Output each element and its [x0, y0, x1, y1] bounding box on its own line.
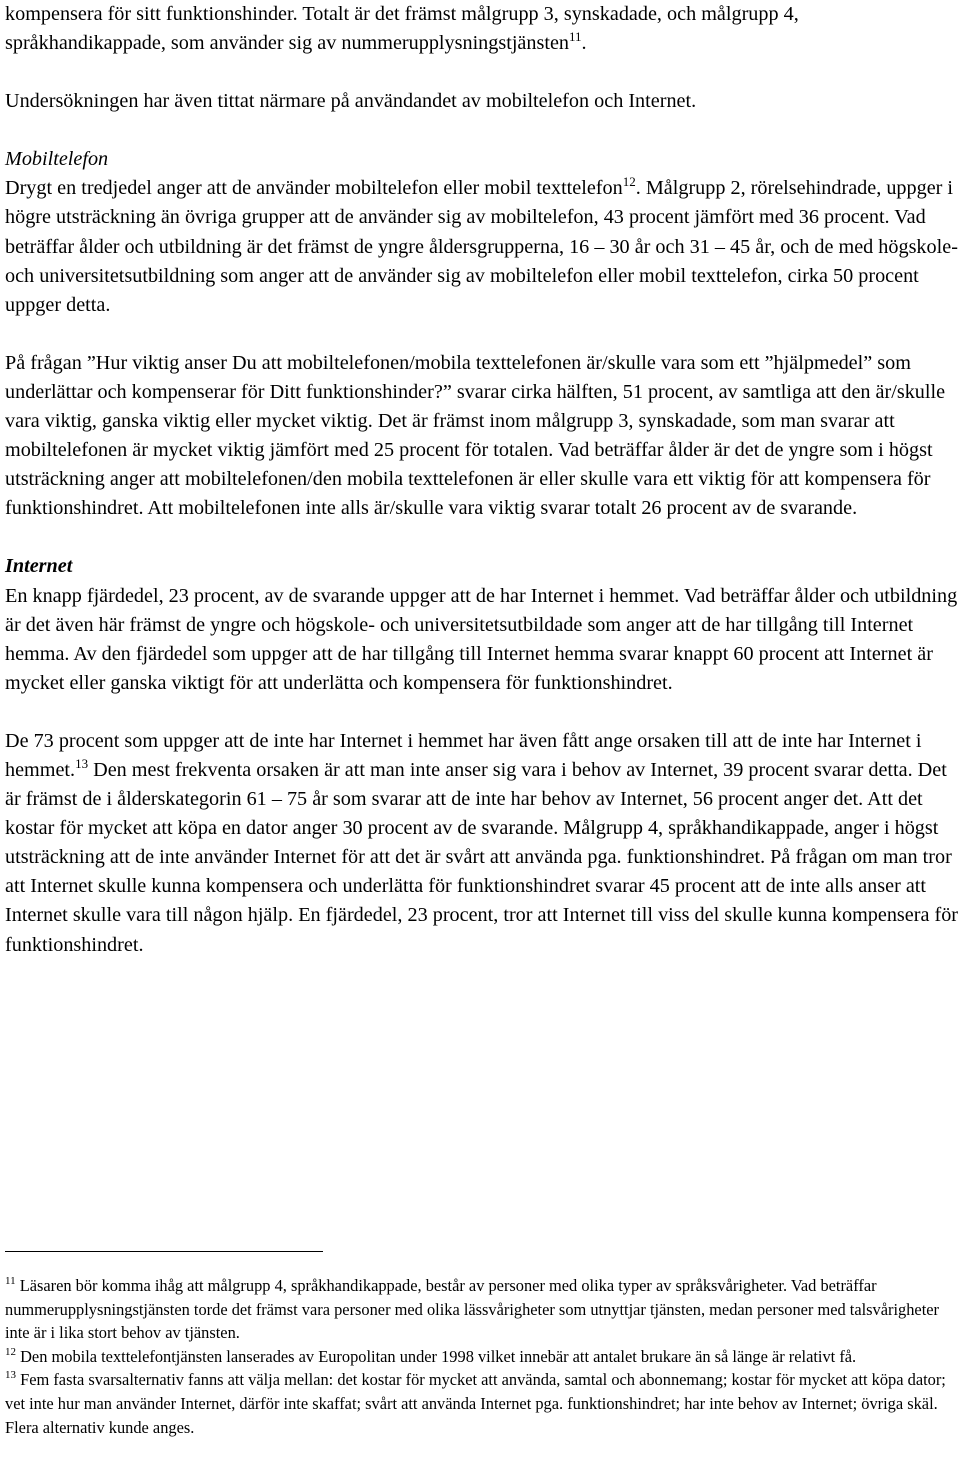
footnote-text: Läsaren bör komma ihåg att målgrupp 4, språkhandikappade, består av personer med olika typer av språksvårigheter. Vad beträffar nummerupplysningstjänsten torde det främst vara personer med olika lässvårigheter som utnyttjar tjänsten, medan personer med talsvårigheter inte är i lika stort behov av tjänsten.: [5, 1276, 939, 1343]
footnote-number: 11: [5, 1275, 16, 1287]
paragraph-intro-text: kompensera för sitt funktionshinder. Totalt är det främst målgrupp 3, synskadade, och målgrupp 4, språkhandikappade, som använder sig av nummerupplysningstjänsten: [5, 3, 799, 55]
footnote-13: [5, 1368, 955, 1439]
paragraph-intro-end: .: [581, 32, 587, 55]
document-page: [5, 0, 960, 960]
paragraph-internet-2-b: Den mest frekventa orsaken är att man inte anser sig vara i behov av Internet, 39 procent svarar detta. Det är främst de i ålderskategorin 61 – 75 år som svarar att de inte har behov av Internet, 56 procent anger det. Att det kostar för mycket att köpa en dator anger 30 procent av de svarande. Målgrupp 4, språkhandikappade, anger i högst utsträckning att de inte använder Internet för att det är svårt att använda pga. funktionshindret. På frågan om man tror att Internet skulle kunna kompensera och underlätta för funktionshindret svarar 45 procent att de inte alls anser att Internet skulle vara till någon hjälp. En fjärdedel, 23 procent, tror att Internet till viss del skulle kunna kompensera för funktionshindret.: [5, 758, 959, 956]
paragraph-internet-2-a: De 73 procent som uppger att de inte har Internet i hemmet har även fått ange orsaken till att de inte har Internet i hemmet.: [5, 729, 922, 781]
footnote-separator: [5, 1251, 323, 1252]
paragraph-mobil-1: [5, 174, 960, 319]
paragraph-mobil-2: På frågan ”Hur viktig anser Du att mobiltelefonen/mobila texttelefonen är/skulle vara som ett ”hjälpmedel” som underlättar och kompenserar för Ditt funktionshinder?” svarar cirka hälften, 51 procent, av samtliga att den är/skulle vara viktig, ganska viktig eller mycket viktig. Det är främst inom målgrupp 3, synskadade, som man svarar att mobiltelefonen är mycket viktig jämfört med 25 procent för totalen. Vad beträffar ålder är det de yngre som i högst utsträckning anger att mobiltelefonen/den mobila texttelefonen är eller skulle vara ett viktig för att kompensera för funktionshindret. Att mobiltelefonen inte alls är/skulle vara viktig svarar totalt 26 procent av de svarande.: [5, 351, 946, 520]
footnote-number: 12: [5, 1345, 16, 1358]
paragraph-gap: [5, 698, 960, 727]
paragraph-internet-1: En knapp fjärdedel, 23 procent, av de svarande uppger att de har Internet i hemmet. Vad beträffar ålder och utbildning är det även här främst de yngre och högskole- och universitetsutbildade som anger att de har tillgång till Internet hemma. Av den fjärdedel som uppger att de har tillgång till Internet hemma svarar knappt 60 procent att Internet är mycket eller ganska viktigt för att underlätta och kompensera för funktionshindret.: [5, 584, 958, 694]
paragraph-intro: [5, 0, 960, 58]
paragraph-gap: [5, 523, 960, 552]
footnote-text: Den mobila texttelefontjänsten lanserades av Europolitan under 1998 vilket innebär att antalet brukare än så länge är relativt få.: [16, 1346, 857, 1366]
paragraph-gap: [5, 58, 960, 87]
paragraph-mobil-1-a: Drygt en tredjedel anger att de använder mobiltelefon eller mobil texttelefon: [5, 177, 623, 200]
footnotes-section: [5, 1251, 955, 1439]
heading-mobiltelefon: Mobiltelefon: [5, 148, 109, 171]
footnote-ref-13: 13: [75, 755, 89, 771]
footnote-11: [5, 1274, 955, 1345]
footnote-text: Fem fasta svarsalternativ fanns att välja mellan: det kostar för mycket att använda, samtal och abonnemang; kostar för mycket att köpa dator; vet inte hur man använder Internet, därför inte skaffat; svårt att använda Internet pga. funktionshindret; har inte behov av Internet; övriga skäl. Flera alternativ kunde anges.: [5, 1370, 946, 1437]
paragraph-gap: [5, 320, 960, 349]
footnote-number: 13: [5, 1369, 16, 1382]
paragraph-internet-2: [5, 727, 960, 960]
heading-internet: Internet: [5, 555, 73, 578]
footnote-ref-11: 11: [569, 29, 582, 45]
footnote-ref-12: 12: [622, 174, 636, 190]
paragraph-gap: [5, 116, 960, 145]
footnote-12: [5, 1345, 955, 1369]
paragraph-mobil-1-b: . Målgrupp 2, rörelsehindrade, uppger i högre utsträckning än övriga grupper att de använder sig av mobiltelefon, 43 procent jämfört med 36 procent. Vad beträffar ålder och utbildning är det främst de yngre åldersgrupperna, 16 – 30 år och 31 – 45 år, och de med högskole- och universitetsutbildning som anger att de använder sig av mobiltelefon eller mobil texttelefon, cirka 50 procent uppger detta.: [5, 177, 958, 316]
paragraph-undersokning: Undersökningen har även tittat närmare på användandet av mobiltelefon och Internet.: [5, 90, 697, 113]
